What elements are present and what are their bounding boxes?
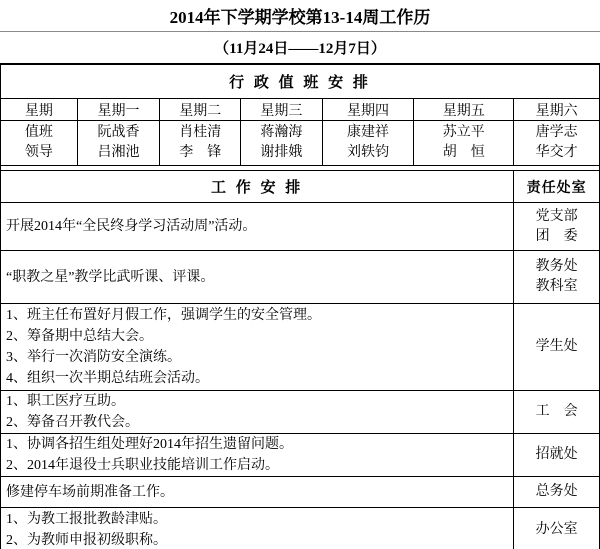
leader-name: 肖桂清 — [179, 125, 222, 140]
dept-name: 党支部 — [535, 208, 578, 224]
work-header-row — [1, 171, 600, 203]
task-line: 1、为教工报批教龄津贴。 — [6, 511, 167, 527]
task-line: 3、举行一次消防安全演练。 — [6, 350, 181, 365]
dept-name: 总务处 — [535, 484, 578, 499]
work-row — [1, 251, 600, 304]
task-line: “职教之星”教学比武听课、评课。 — [6, 269, 215, 285]
task-line: 1、职工医疗互助。 — [6, 394, 125, 409]
work-row — [1, 203, 600, 251]
weekday-header-row — [1, 99, 600, 121]
dept-name: 教科室 — [535, 279, 578, 294]
page-title: 2014年下学期学校第13-14周工作历 — [0, 0, 600, 32]
dept-column-title: 责任处室 — [514, 171, 600, 203]
dept-cell — [514, 434, 600, 477]
leader-name: 刘轶钧 — [346, 145, 389, 160]
dept-cell — [514, 477, 600, 508]
weekday-header-cell: 星期六 — [514, 99, 600, 121]
weekday-header-cell: 星期五 — [414, 99, 514, 121]
leader-name: 胡 恒 — [442, 145, 485, 160]
task-line: 2、2014年退役士兵职业技能培训工作启动。 — [6, 458, 279, 473]
task-line: 修建停车场前期准备工作。 — [6, 484, 174, 500]
leader-name: 阮战香 — [97, 125, 140, 140]
dept-cell — [514, 251, 600, 304]
duty-leaders-row — [1, 121, 600, 166]
weekday-header-cell: 星期一 — [77, 99, 160, 121]
task-line: 1、班主任布置好月假工作，强调学生的安全管理。 — [6, 308, 321, 323]
duty-leader-cell — [322, 121, 414, 166]
leader-name: 李 锋 — [179, 145, 222, 160]
work-row — [1, 508, 600, 549]
work-section-title: 工 作 安 排 — [1, 171, 514, 203]
duty-row-label: 领导 — [24, 145, 53, 160]
work-schedule-table — [0, 170, 600, 549]
weekday-header-cell: 星期三 — [241, 99, 322, 121]
dept-cell — [514, 304, 600, 391]
duty-leader-cell — [160, 121, 241, 166]
dept-cell — [514, 203, 600, 251]
task-line: 2、筹备期中总结大会。 — [6, 329, 153, 344]
task-line: 开展2014年“全民终身学习活动周”活动。 — [6, 219, 257, 234]
leader-name: 谢排娥 — [260, 145, 303, 160]
task-cell — [1, 203, 514, 251]
task-cell — [1, 391, 514, 434]
duty-leader-cell — [77, 121, 160, 166]
dept-cell — [514, 391, 600, 434]
duty-leader-cell — [514, 121, 600, 166]
task-line: 2、为教师申报初级职称。 — [6, 532, 167, 548]
leader-name: 蒋瀚海 — [260, 125, 303, 140]
weekday-header-cell: 星期 — [1, 99, 78, 121]
leader-name: 康建祥 — [346, 125, 389, 140]
work-row — [1, 434, 600, 477]
duty-roster-section-title: 行 政 值 班 安 排 — [0, 65, 600, 98]
duty-leader-cell — [414, 121, 514, 166]
duty-row-label: 值班 — [24, 125, 53, 140]
duty-row-label-cell — [1, 121, 78, 166]
task-line: 4、组织一次半期总结班会活动。 — [6, 371, 209, 386]
weekday-header-cell: 星期四 — [322, 99, 414, 121]
task-cell — [1, 251, 514, 304]
duty-roster-table — [0, 98, 600, 166]
dept-name: 工 会 — [535, 404, 578, 419]
dept-name: 教务处 — [535, 259, 578, 274]
weekday-header-cell: 星期二 — [160, 99, 241, 121]
task-cell — [1, 434, 514, 477]
dept-name: 招就处 — [535, 447, 578, 462]
task-cell — [1, 477, 514, 508]
duty-leader-cell — [241, 121, 322, 166]
date-range-subtitle: （11月24日——12月7日） — [0, 32, 600, 65]
task-cell — [1, 304, 514, 391]
leader-name: 吕湘池 — [97, 145, 140, 160]
task-cell — [1, 508, 514, 549]
dept-name: 团 委 — [535, 228, 578, 244]
dept-cell — [514, 508, 600, 549]
dept-name: 办公室 — [535, 521, 578, 537]
dept-name: 学生处 — [535, 339, 578, 354]
task-line: 2、筹备召开教代会。 — [6, 415, 139, 430]
work-row — [1, 304, 600, 391]
task-line: 1、协调各招生组处理好2014年招生遗留问题。 — [6, 437, 293, 452]
leader-name: 华交才 — [535, 145, 578, 160]
leader-name: 苏立平 — [442, 125, 485, 140]
work-row — [1, 391, 600, 434]
leader-name: 唐学志 — [535, 125, 578, 140]
work-row — [1, 477, 600, 508]
